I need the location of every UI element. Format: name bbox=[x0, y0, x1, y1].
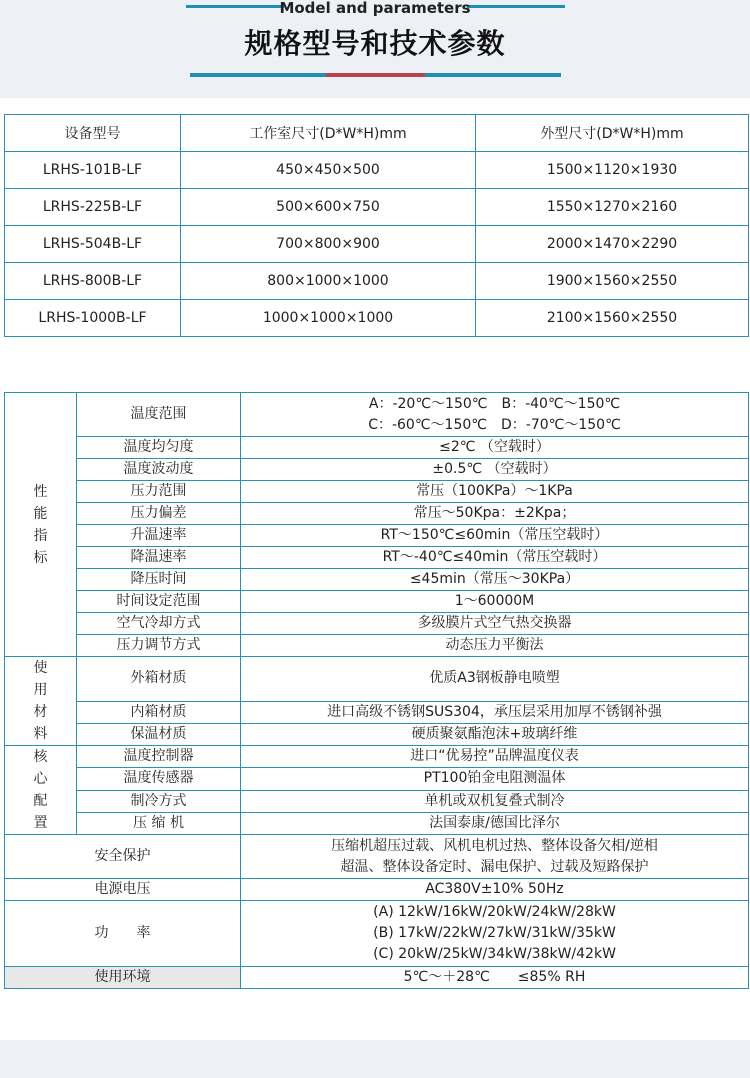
spec-row bbox=[5, 723, 749, 745]
spec-row bbox=[5, 790, 749, 812]
spec-row bbox=[5, 835, 749, 879]
column-header: 设备型号 bbox=[5, 115, 181, 152]
spec-value: 1～60000M bbox=[241, 591, 749, 613]
header-bar-center bbox=[326, 73, 425, 77]
spec-row bbox=[5, 459, 749, 481]
group-char: 心 bbox=[33, 771, 48, 787]
spec-row bbox=[5, 525, 749, 547]
spec-value bbox=[241, 835, 749, 879]
spec-value: 进口高级不锈钢SUS304，承压层采用加厚不锈钢补强 bbox=[241, 701, 749, 723]
spec-row bbox=[5, 812, 749, 834]
spec-row bbox=[5, 481, 749, 503]
spec-value: 优质A3钢板静电喷塑 bbox=[241, 657, 749, 702]
spec-value-line: (A) 12kW/16kW/20kW/24kW/28kW bbox=[373, 904, 616, 920]
spec-value-line: C：-60℃～150℃ D：-70℃～150℃ bbox=[368, 416, 621, 433]
table-row bbox=[5, 226, 749, 263]
spec-value-line: (B) 17kW/22kW/27kW/31kW/35kW bbox=[373, 925, 616, 941]
model-cell: LRHS-225B-LF bbox=[5, 189, 181, 226]
spec-label: 压力偏差 bbox=[77, 503, 241, 525]
spec-value-line: (C) 20kW/25kW/34kW/38kW/42kW bbox=[373, 946, 616, 962]
header-bar-left bbox=[190, 73, 326, 77]
page-title: 规格型号和技术参数 bbox=[244, 27, 506, 60]
chamber-size-cell: 700×800×900 bbox=[181, 226, 476, 263]
spec-row bbox=[5, 569, 749, 591]
spec-label: 安全保护 bbox=[5, 835, 241, 879]
spec-label: 使用环境 bbox=[5, 967, 241, 989]
spec-label: 温度均匀度 bbox=[77, 437, 241, 459]
spec-row bbox=[5, 701, 749, 723]
spec-label: 压力范围 bbox=[77, 481, 241, 503]
spec-value: 动态压力平衡法 bbox=[241, 635, 749, 657]
spec-value: 常压～50Kpa：±2Kpa； bbox=[241, 503, 749, 525]
group-char: 材 bbox=[33, 704, 48, 720]
group-char: 指 bbox=[33, 527, 48, 544]
outer-size-cell: 1900×1560×2550 bbox=[476, 263, 749, 300]
spec-row bbox=[5, 746, 749, 768]
spec-label: 压 缩 机 bbox=[77, 812, 241, 834]
chamber-size-cell: 500×600×750 bbox=[181, 189, 476, 226]
spec-value: 单机或双机复叠式制冷 bbox=[241, 790, 749, 812]
spec-label: 内箱材质 bbox=[77, 701, 241, 723]
spec-label: 保温材质 bbox=[77, 723, 241, 745]
column-header: 外型尺寸(D*W*H)mm bbox=[476, 115, 749, 152]
group-char: 性 bbox=[33, 483, 48, 500]
specs-table bbox=[4, 392, 749, 989]
spec-value: RT～150℃≤60min（常压空载时） bbox=[241, 525, 749, 547]
outer-size-cell: 2100×1560×2550 bbox=[476, 300, 749, 337]
spec-label: 升温速率 bbox=[77, 525, 241, 547]
spec-label: 降压时间 bbox=[77, 569, 241, 591]
chamber-size-cell: 800×1000×1000 bbox=[181, 263, 476, 300]
spec-row bbox=[5, 591, 749, 613]
spec-value: AC380V±10% 50Hz bbox=[241, 879, 749, 901]
spec-label: 时间设定范围 bbox=[77, 591, 241, 613]
model-cell: LRHS-504B-LF bbox=[5, 226, 181, 263]
spec-row bbox=[5, 879, 749, 901]
spec-value: 常压（100KPa）～1KPa bbox=[241, 481, 749, 503]
spec-label: 空气冷却方式 bbox=[77, 613, 241, 635]
spec-value: 进口“优易控”品牌温度仪表 bbox=[241, 746, 749, 768]
spec-value: 5℃～＋28℃ ≤85% RH bbox=[241, 967, 749, 989]
spec-value: 法国泰康/德国比泽尔 bbox=[241, 812, 749, 834]
spec-label: 温度范围 bbox=[77, 393, 241, 437]
model-cell: LRHS-1000B-LF bbox=[5, 300, 181, 337]
spec-row bbox=[5, 635, 749, 657]
chamber-size-cell: 1000×1000×1000 bbox=[181, 300, 476, 337]
spec-value-line: A：-20℃～150℃ B：-40℃～150℃ bbox=[368, 395, 621, 412]
outer-size-cell: 2000×1470×2290 bbox=[476, 226, 749, 263]
group-char: 标 bbox=[33, 549, 48, 566]
spec-value: 多级膜片式空气热交换器 bbox=[241, 613, 749, 635]
spec-row bbox=[5, 768, 749, 790]
spec-value: ≤2℃ （空载时） bbox=[241, 437, 749, 459]
group-char: 核 bbox=[33, 749, 48, 765]
spec-row bbox=[5, 901, 749, 967]
spec-value: ≤45min（常压～30KPa） bbox=[241, 569, 749, 591]
group-materials bbox=[5, 657, 77, 746]
group-char: 料 bbox=[33, 726, 48, 742]
spec-label: 温度传感器 bbox=[77, 768, 241, 790]
spec-row bbox=[5, 657, 749, 702]
chamber-size-cell: 450×450×500 bbox=[181, 152, 476, 189]
outer-size-cell: 1550×1270×2160 bbox=[476, 189, 749, 226]
table-row bbox=[5, 152, 749, 189]
spec-label: 制冷方式 bbox=[77, 790, 241, 812]
spec-label: 降温速率 bbox=[77, 547, 241, 569]
spec-value: 硬质聚氨酯泡沫+玻璃纤维 bbox=[241, 723, 749, 745]
group-char: 配 bbox=[33, 793, 48, 809]
spec-label: 压力调节方式 bbox=[77, 635, 241, 657]
spec-value: PT100铂金电阻测温体 bbox=[241, 768, 749, 790]
table-row bbox=[5, 189, 749, 226]
group-char: 置 bbox=[33, 815, 48, 831]
group-performance bbox=[5, 393, 77, 657]
outer-size-cell: 1500×1120×1930 bbox=[476, 152, 749, 189]
spec-label: 功 率 bbox=[5, 901, 241, 967]
group-core-config bbox=[5, 746, 77, 835]
table-row bbox=[5, 263, 749, 300]
table-row bbox=[5, 300, 749, 337]
group-char: 使 bbox=[33, 660, 48, 676]
spec-row bbox=[5, 547, 749, 569]
group-char: 用 bbox=[33, 682, 48, 698]
spec-value-line: 压缩机超压过载、风机电机过热、整体设备欠相/逆相 bbox=[331, 837, 658, 854]
models-table-header bbox=[5, 115, 749, 152]
column-header: 工作室尺寸(D*W*H)mm bbox=[181, 115, 476, 152]
spec-value bbox=[241, 901, 749, 967]
spec-row bbox=[5, 437, 749, 459]
spec-label: 外箱材质 bbox=[77, 657, 241, 702]
spec-row bbox=[5, 967, 749, 989]
section-header bbox=[0, 0, 750, 98]
spec-value: RT～-40℃≤40min（常压空载时） bbox=[241, 547, 749, 569]
header-subtitle: Model and parameters bbox=[279, 0, 471, 17]
models-table bbox=[4, 114, 749, 337]
model-cell: LRHS-101B-LF bbox=[5, 152, 181, 189]
spec-row bbox=[5, 393, 749, 437]
spec-value: ±0.5℃ （空载时） bbox=[241, 459, 749, 481]
spec-label: 温度控制器 bbox=[77, 746, 241, 768]
group-char: 能 bbox=[33, 505, 48, 522]
spec-label: 电源电压 bbox=[5, 879, 241, 901]
spec-label: 温度波动度 bbox=[77, 459, 241, 481]
spec-value-line: 超温、整体设备定时、漏电保护、过载及短路保护 bbox=[340, 858, 649, 875]
model-cell: LRHS-800B-LF bbox=[5, 263, 181, 300]
spec-value bbox=[241, 393, 749, 437]
spec-row bbox=[5, 613, 749, 635]
header-bar-right bbox=[425, 73, 561, 77]
spec-row bbox=[5, 503, 749, 525]
